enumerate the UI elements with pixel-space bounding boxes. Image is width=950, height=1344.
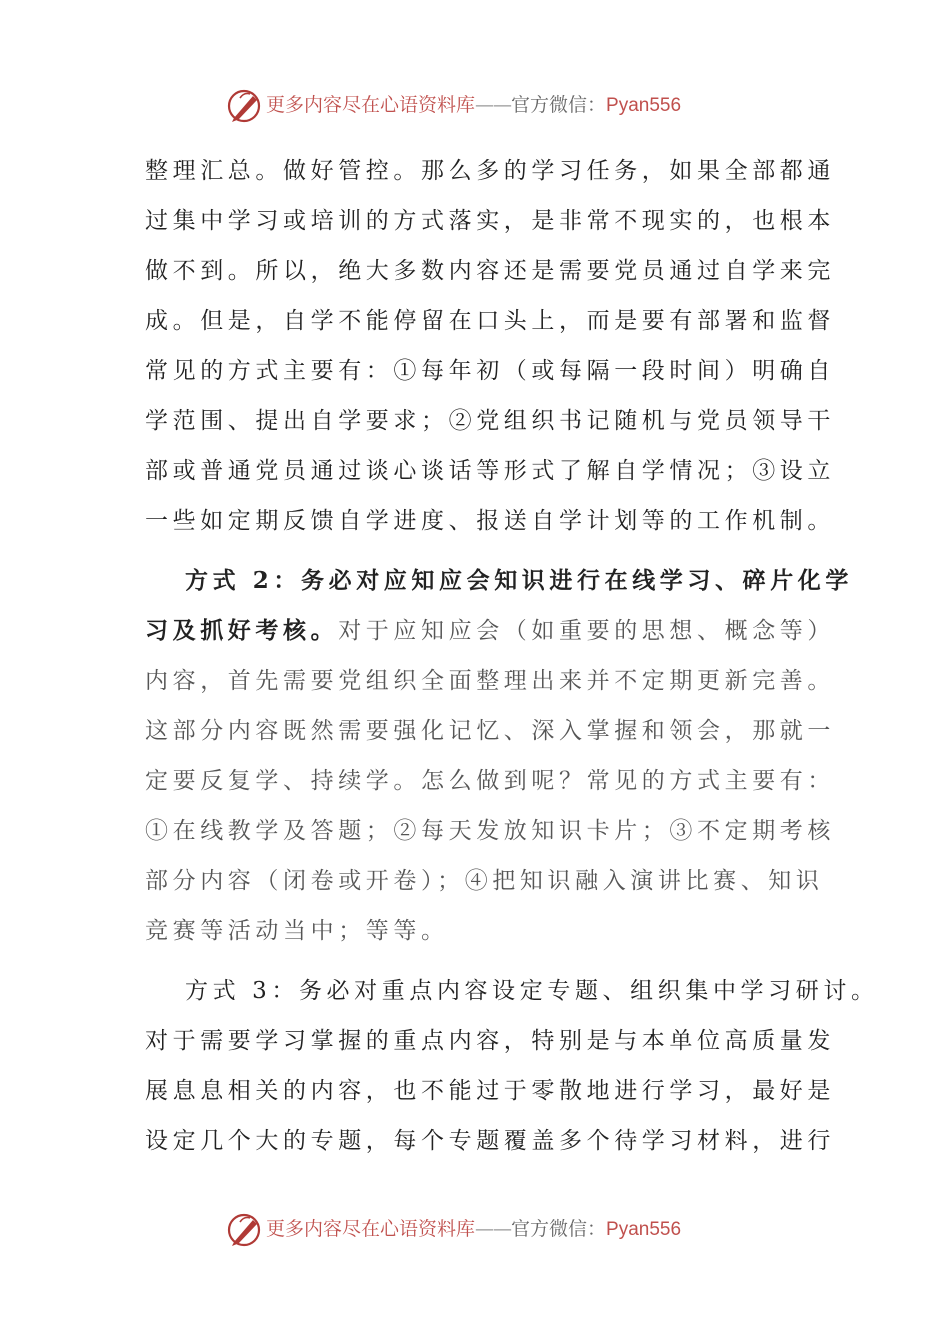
text-line: ①在线教学及答题；②每天发放知识卡片；③不定期考核 <box>145 818 835 844</box>
banner-official-label: 官方微信： <box>511 1218 607 1240</box>
text-line: 常见的方式主要有：①每年初（或每隔一段时间）明确自 <box>145 358 835 384</box>
section-heading: 方式 2：务必对应知应会知识进行在线学习、碎片化学 <box>185 567 854 594</box>
paragraph-3 <box>145 966 879 1166</box>
section-heading: 方式 3：务必对重点内容设定专题、组织集中学习研讨。 <box>185 978 879 1004</box>
banner-text <box>266 92 681 119</box>
banner-separator: —— <box>475 94 512 116</box>
text-line: 这部分内容既然需要强化记忆、深入掌握和领会，那就一 <box>145 718 835 744</box>
text-line: 成。但是，自学不能停留在口头上，而是要有部署和监督 <box>145 308 835 334</box>
text-line: 学范围、提出自学要求；②党组织书记随机与党员领导干 <box>145 408 835 434</box>
text-line: 设定几个大的专题，每个专题覆盖多个待学习材料，进行 <box>145 1128 835 1154</box>
banner-wechat-id: Pyan556 <box>606 95 682 116</box>
text-line: 内容，首先需要党组织全面整理出来并不定期更新完善。 <box>145 668 835 694</box>
header-banner <box>0 86 950 126</box>
section-heading-end: 习及抓好考核。 <box>145 617 339 644</box>
banner-text <box>266 1216 681 1243</box>
text-line: 对于需要学习掌握的重点内容，特别是与本单位高质量发 <box>145 1028 835 1054</box>
text-line: 竞赛等活动当中；等等。 <box>145 918 449 944</box>
pen-nib-icon <box>226 1212 262 1248</box>
banner-wechat-id: Pyan556 <box>606 1219 682 1240</box>
text-line: 展息息相关的内容，也不能过于零散地进行学习，最好是 <box>145 1078 835 1104</box>
banner-site-text: 更多内容尽在心语资料库 <box>266 1218 476 1240</box>
text-line: 过集中学习或培训的方式落实，是非常不现实的，也根本 <box>145 208 835 234</box>
banner-site-text: 更多内容尽在心语资料库 <box>266 94 476 116</box>
text-line: 部分内容（闭卷或开卷）；④把知识融入演讲比赛、知识 <box>145 868 824 894</box>
text-line: 定要反复学、持续学。怎么做到呢？常见的方式主要有： <box>145 768 835 794</box>
paragraph-1 <box>145 146 835 546</box>
banner-official-label: 官方微信： <box>511 94 607 116</box>
footer-banner <box>0 1210 950 1250</box>
text-line: 部或普通党员通过谈心谈话等形式了解自学情况；③设立 <box>145 458 835 484</box>
text-line: 整理汇总。做好管控。那么多的学习任务，如果全部都通 <box>145 158 835 184</box>
text-line: 做不到。所以，绝大多数内容还是需要党员通过自学来完 <box>145 258 835 284</box>
text-line <box>145 606 836 656</box>
pen-nib-icon <box>226 88 262 124</box>
text-span: 对于应知应会（如重要的思想、概念等） <box>338 618 836 644</box>
banner-separator: —— <box>475 1218 512 1240</box>
paragraph-2 <box>145 556 854 956</box>
text-line: 一些如定期反馈自学进度、报送自学计划等的工作机制。 <box>145 508 835 534</box>
